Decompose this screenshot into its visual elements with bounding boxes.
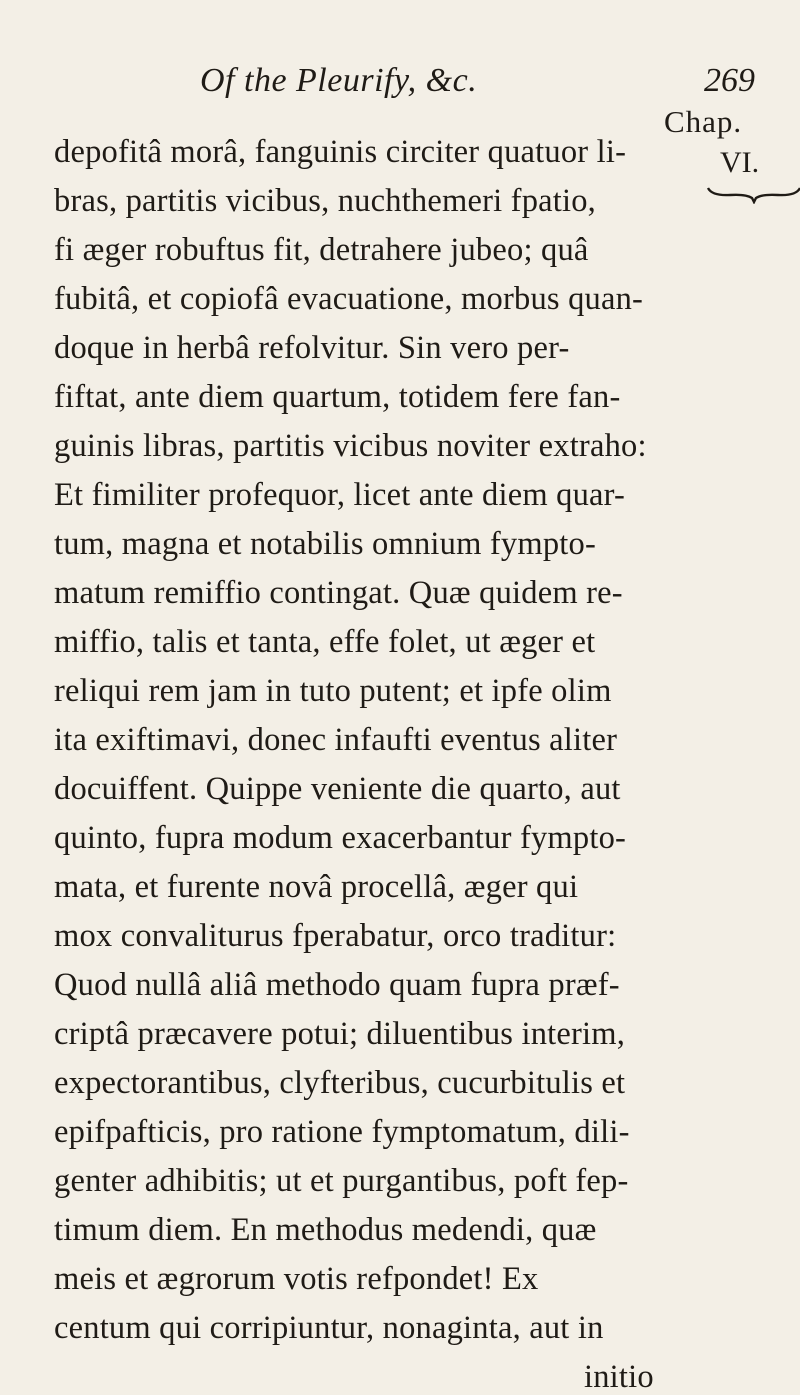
brace-ornament-icon bbox=[704, 182, 800, 204]
text-line: reliqui rem jam in tuto putent; et ipfe olim bbox=[54, 673, 612, 709]
text-line: ita exiftimavi, donec infaufti eventus aliter bbox=[54, 722, 618, 758]
text-line: centum qui corripiuntur, nonaginta, aut in bbox=[54, 1310, 604, 1346]
text-line: depofitâ morâ, fanguinis circiter quatuor li- bbox=[54, 134, 627, 170]
text-line: docuiffent. Quippe veniente die quarto, aut bbox=[54, 771, 621, 807]
text-line: quinto, fupra modum exacerbantur fympto- bbox=[54, 820, 627, 856]
page-number: 269 bbox=[704, 62, 755, 99]
catchword: initio bbox=[584, 1359, 654, 1395]
page-header bbox=[0, 62, 800, 104]
text-line: expectorantibus, clyfteribus, cucurbitulis et bbox=[54, 1065, 626, 1101]
text-line: fiftat, ante diem quartum, totidem fere fan- bbox=[54, 379, 621, 415]
text-line: fi æger robuftus fit, detrahere jubeo; quâ bbox=[54, 232, 589, 268]
text-line: genter adhibitis; ut et purgantibus, poft fep- bbox=[54, 1163, 629, 1199]
text-line: fubitâ, et copiofâ evacuatione, morbus quan- bbox=[54, 281, 644, 317]
text-line: matum remiffio contingat. Quæ quidem re- bbox=[54, 575, 623, 611]
text-line: miffio, talis et tanta, effe folet, ut æger et bbox=[54, 624, 596, 660]
chapter-label: Chap. bbox=[664, 104, 743, 139]
text-line: timum diem. En methodus medendi, quæ bbox=[54, 1212, 597, 1248]
text-line: doque in herbâ refolvitur. Sin vero per- bbox=[54, 330, 570, 366]
text-line: tum, magna et notabilis omnium fympto- bbox=[54, 526, 596, 562]
text-line: epifpafticis, pro ratione fymptomatum, dili- bbox=[54, 1114, 630, 1150]
chapter-margin-note bbox=[664, 104, 800, 204]
text-line: mata, et furente novâ procellâ, æger qui bbox=[54, 869, 579, 905]
text-line: meis et ægrorum votis refpondet! Ex bbox=[54, 1261, 539, 1297]
text-line: mox convaliturus fperabatur, orco traditur: bbox=[54, 918, 617, 954]
running-title: Of the Pleurify, &c. bbox=[200, 62, 478, 99]
text-line: criptâ præcavere potui; diluentibus interim, bbox=[54, 1016, 626, 1052]
text-line: Et fimiliter profequor, licet ante diem quar- bbox=[54, 477, 626, 513]
text-line: Quod nullâ aliâ methodo quam fupra præf- bbox=[54, 967, 620, 1003]
text-line: guinis libras, partitis vicibus noviter extraho: bbox=[54, 428, 647, 464]
chapter-number: VI. bbox=[720, 146, 760, 179]
text-line: bras, partitis vicibus, nuchthemeri fpatio, bbox=[54, 183, 597, 219]
